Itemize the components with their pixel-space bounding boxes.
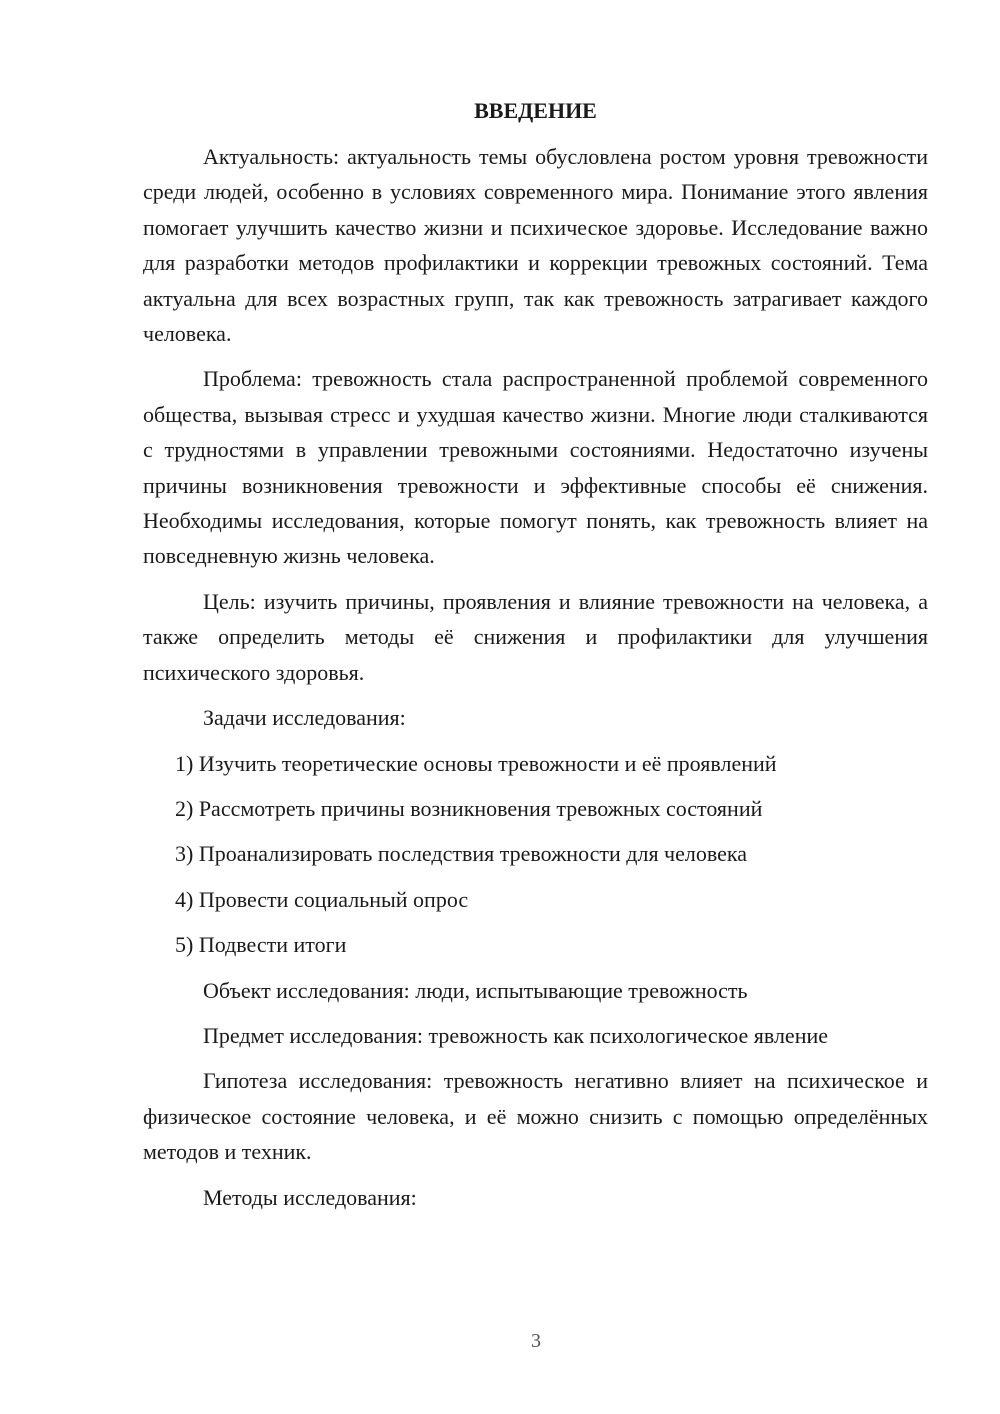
tasks-heading: Задачи исследования:: [203, 705, 406, 731]
document-page: [143, 93, 928, 1225]
list-item: 5) Подвести итоги: [175, 932, 347, 958]
relevance-paragraph: Актуальность: актуальность темы обусловлена ростом уровня тревожности среди людей, особенно в условиях современного мира. Понимание этого явления помогает улучшить качество жизни и психическое здоровье. Исследование важно для разработки методов профилактики и коррекции тревожных состояний. Тема актуальна для всех возрастных групп, так как тревожность затрагивает каждого человека.: [143, 144, 928, 347]
object-line: Объект исследования: люди, испытывающие тревожность: [203, 977, 748, 1003]
hypothesis-paragraph: Гипотеза исследования: тревожность негативно влияет на психическое и физическое состояние человека, и её можно снизить с помощью определённых методов и техник.: [143, 1068, 928, 1165]
goal-paragraph: Цель: изучить причины, проявления и влияние тревожности на человека, а также определить методы её снижения и профилактики для улучшения психического здоровья.: [143, 588, 928, 685]
list-item: 3) Проанализировать последствия тревожности для человека: [175, 841, 748, 867]
page-title: ВВЕДЕНИЕ: [474, 98, 597, 123]
tasks-list: [143, 746, 928, 963]
page-number: 3: [531, 1330, 541, 1352]
list-item: 2) Рассмотреть причины возникновения тревожных состояний: [175, 795, 763, 821]
problem-paragraph: Проблема: тревожность стала распространенной проблемой современного общества, вызывая стресс и ухудшая качество жизни. Многие люди сталкиваются с трудностями в управлении тревожными состояниями. Недостаточно изучены причины возникновения тревожности и эффективные способы её снижения. Необходимы исследования, которые помогут понять, как тревожность влияет на повседневную жизнь человека.: [143, 366, 928, 569]
list-item: 4) Провести социальный опрос: [175, 886, 469, 912]
list-item: 1) Изучить теоретические основы тревожности и её проявлений: [175, 750, 777, 776]
methods-heading: Методы исследования:: [203, 1184, 417, 1210]
subject-line: Предмет исследования: тревожность как психологическое явление: [203, 1022, 829, 1048]
